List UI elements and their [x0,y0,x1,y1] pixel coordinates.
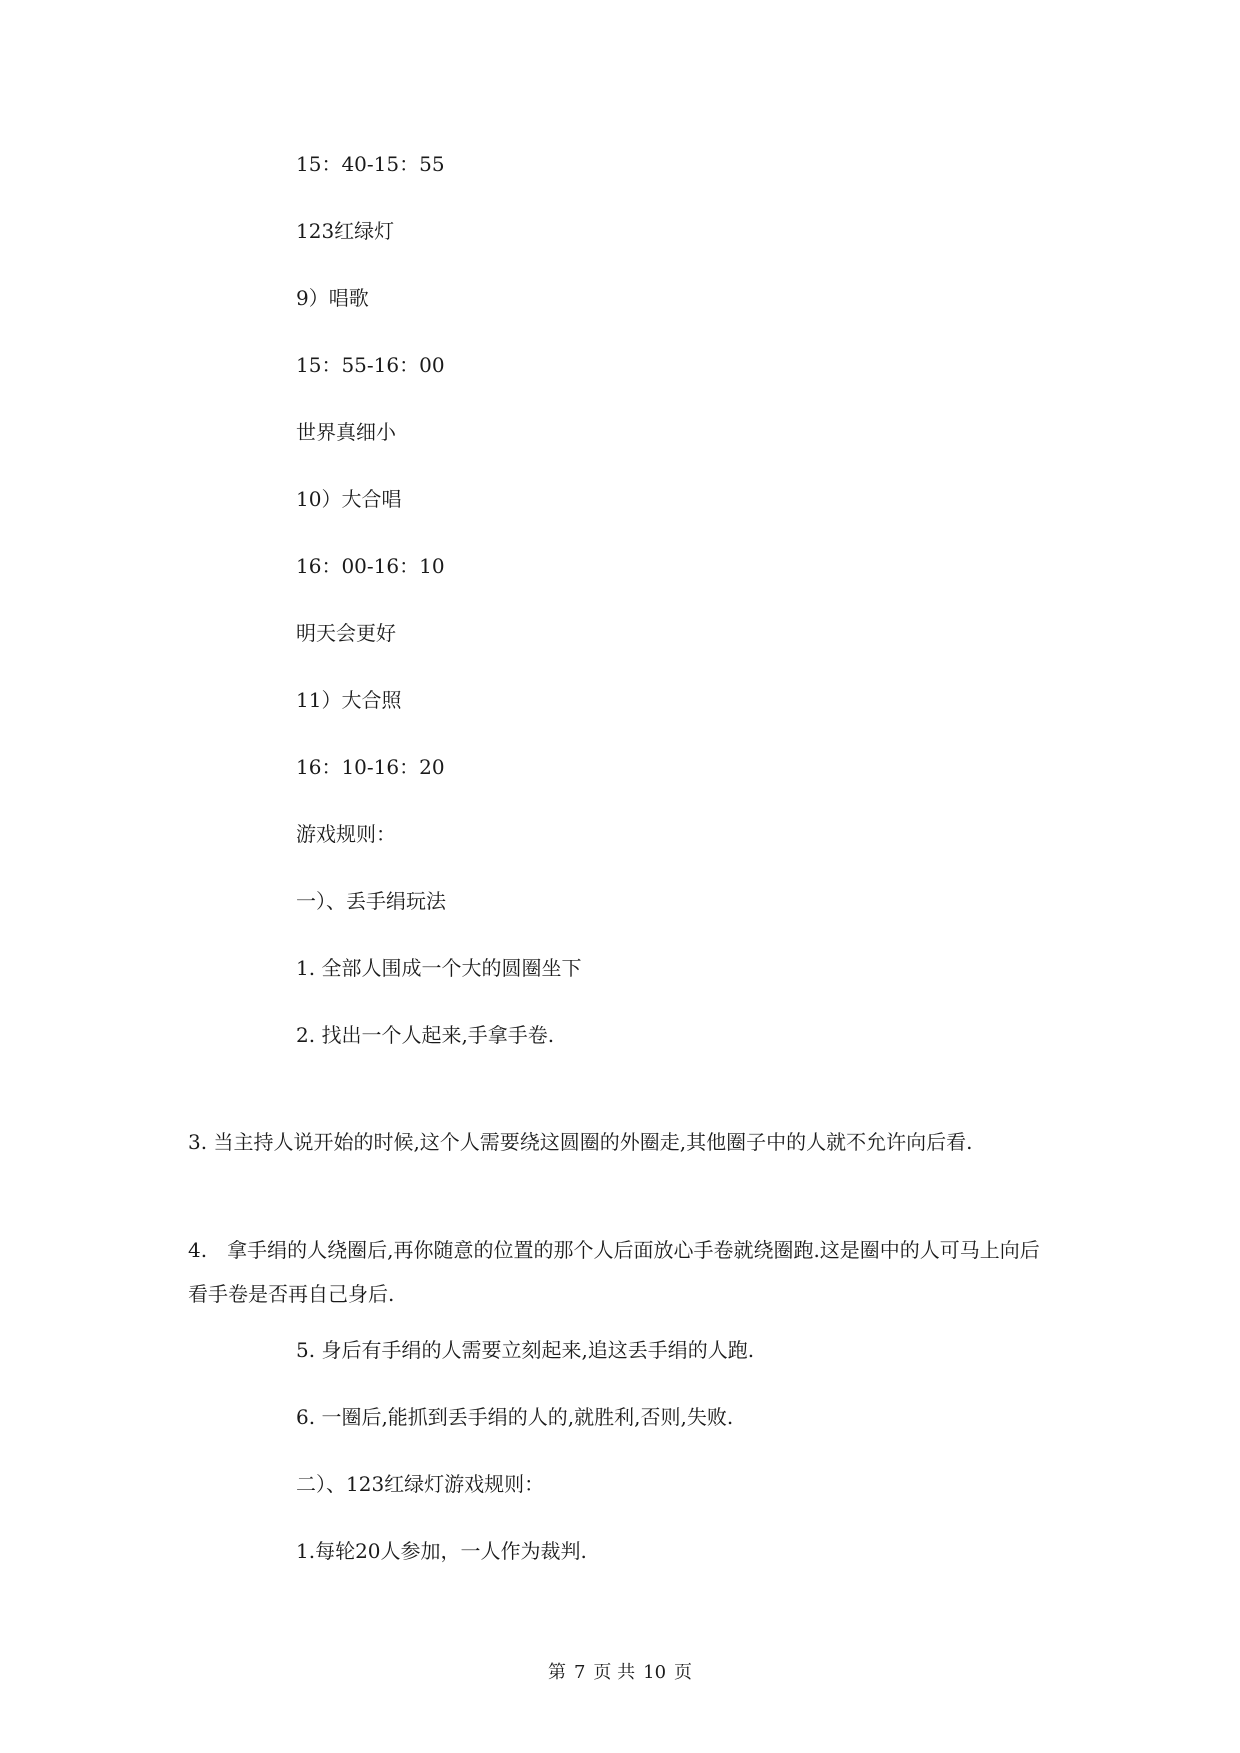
activity-title: 世界真细小 [296,420,396,444]
program-item: 11）大合照 [296,688,402,712]
rule-paragraph: 4. 拿手绢的人绕圈后,再你随意的位置的那个人后面放心手卷就绕圈跑.这是圈中的人可马上向后看手卷是否再自己身后. [188,1238,1040,1306]
rule-item: 3. 当主持人说开始的时候,这个人需要绕这圆圈的外圈走,其他圈子中的人就不允许向后看. [188,1130,973,1154]
rule-item: 2. 找出一个人起来,手拿手卷. [296,1023,555,1047]
footer-suffix: 页 [674,1662,693,1683]
footer-total-pages: 10 [643,1662,667,1683]
footer-page-number: 7 [573,1662,586,1683]
rule-item: 6. 一圈后,能抓到丢手绢的人的,就胜利,否则,失败. [296,1405,734,1429]
subsection-heading: 一）、丢手绢玩法 [296,889,446,913]
activity-title: 明天会更好 [296,621,396,645]
activity-title: 123红绿灯 [296,219,395,243]
footer-middle: 页 共 [593,1662,636,1683]
section-heading: 游戏规则： [296,822,396,846]
rule-item: 1. 全部人围成一个大的圆圈坐下 [296,956,582,980]
program-item: 9）唱歌 [296,286,369,310]
footer-prefix: 第 [547,1662,566,1683]
schedule-time: 15：40-15：55 [296,152,445,176]
program-item: 10）大合唱 [296,487,402,511]
subsection-heading: 二）、123红绿灯游戏规则： [296,1472,545,1496]
schedule-time: 15：55-16：00 [296,353,445,377]
schedule-time: 16：00-16：10 [296,554,445,578]
rule-item: 1.每轮20人参加，一人作为裁判. [296,1539,587,1563]
page-footer [0,1662,1240,1684]
schedule-time: 16：10-16：20 [296,755,445,779]
rule-item: 5. 身后有手绢的人需要立刻起来,追这丢手绢的人跑. [296,1338,755,1362]
